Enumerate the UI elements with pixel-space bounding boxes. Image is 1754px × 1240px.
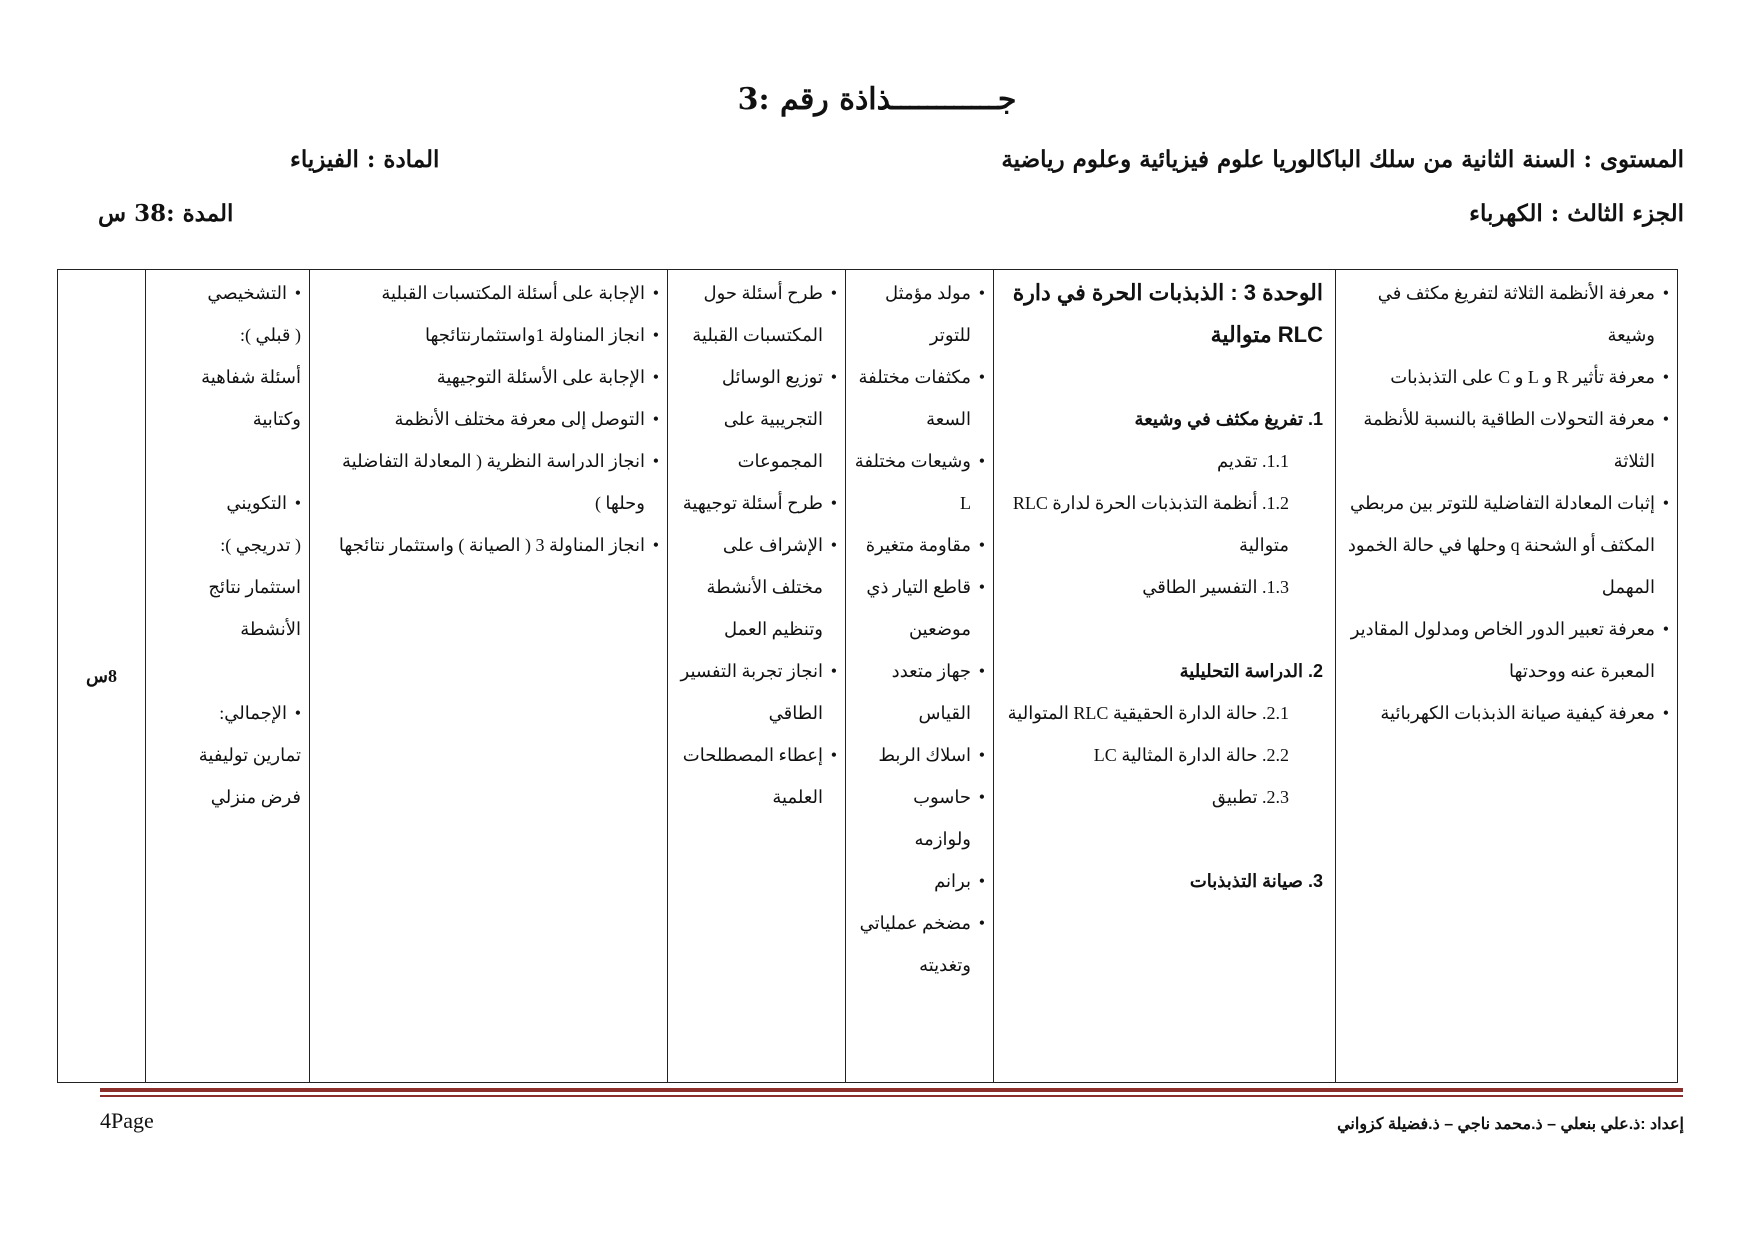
subsection: 2.1. حالة الدارة الحقيقية RLC المتوالية — [1007, 703, 1289, 723]
objective-item: • معرفة التحولات الطاقية بالنسبة للأنظمة الثلاثة — [1344, 398, 1669, 482]
tool-item: • مضخم عملياتي وتغديته — [854, 902, 985, 986]
session-duration: 8س — [58, 270, 146, 1083]
teacher-activity: • الإشراف على مختلف الأنشطة وتنظيم العمل — [676, 524, 837, 650]
eval-diagnostic-text: أسئلة شفاهية وكتابية — [201, 367, 301, 429]
subsection: 1.1. تقديم — [1216, 451, 1289, 471]
duration-label: المدة :38 س — [98, 200, 234, 227]
footer-rule — [100, 1088, 1683, 1092]
tool-item: • مقاومة متغيرة — [854, 524, 985, 566]
objective-item: • معرفة كيفية صيانة الذبذبات الكهربائية — [1344, 692, 1669, 734]
authors-credit: إعداد :ذ.علي بنعلي – ذ.محمد ناجي – ذ.فضيلة كزواني — [1337, 1116, 1684, 1133]
section-heading: 3. صيانة التذبذبات — [1189, 871, 1323, 891]
eval-summative-text1: تمارين توليفية — [198, 745, 301, 765]
subject-label: المادة : الفيزياء — [290, 146, 440, 173]
learner-activity: • الإجابة على أسئلة المكتسبات القبلية — [318, 272, 659, 314]
subsection: 2.2. حالة الدارة المثالية LC — [1093, 745, 1289, 765]
subsection: 1.2. أنظمة التذبذبات الحرة لدارة RLC متوالية — [1012, 493, 1289, 555]
learner-activity: • انجاز المناولة 1واستثمارنتائجها — [318, 314, 659, 356]
eval-diagnostic-type: ( قبلي ): — [240, 325, 301, 345]
eval-summative-label: • الإجمالي: — [154, 692, 301, 734]
tool-item: • مولد مؤمثل للتوتر — [854, 272, 985, 356]
learner-activity: • التوصل إلى معرفة مختلف الأنظمة — [318, 398, 659, 440]
teacher-activities-cell — [668, 270, 846, 1083]
page-number: 4Page — [100, 1108, 154, 1133]
eval-formative-type: ( تدريجي ): — [220, 535, 301, 555]
teacher-activity: • طرح أسئلة توجيهية — [676, 482, 837, 524]
level-label: المستوى : السنة الثانية من سلك الباكالوريا علوم فيزيائية وعلوم رياضية — [1001, 146, 1684, 173]
objectives-cell — [1336, 270, 1678, 1083]
eval-summative-text2: فرض منزلي — [210, 787, 301, 807]
tool-item: • وشيعات مختلفة L — [854, 440, 985, 524]
teacher-activity: • طرح أسئلة حول المكتسبات القبلية — [676, 272, 837, 356]
tool-item: • جهاز متعدد القياس — [854, 650, 985, 734]
tool-item: • قاطع التيار ذي موضعين — [854, 566, 985, 650]
eval-diagnostic-label: • التشخيصي — [154, 272, 301, 314]
tool-item: • اسلاك الربط — [854, 734, 985, 776]
learner-activity: • الإجابة على الأسئلة التوجيهية — [318, 356, 659, 398]
learner-activity: • انجاز الدراسة النظرية ( المعادلة التفاضلية وحلها ) — [318, 440, 659, 524]
learner-activity: • انجاز المناولة 3 ( الصيانة ) واستثمار نتائجها — [318, 524, 659, 566]
subsection: 1.3. التفسير الطاقي — [1142, 577, 1289, 597]
unit-title: الوحدة 3 : الذبذبات الحرة في دارة RLC متوالية — [1012, 280, 1323, 347]
footer-rule-thin — [100, 1095, 1683, 1097]
teacher-activity: • إعطاء المصطلحات العلمية — [676, 734, 837, 818]
teacher-activity: • انجاز تجربة التفسير الطاقي — [676, 650, 837, 734]
evaluation-cell — [146, 270, 310, 1083]
eval-formative-text: استثمار نتائج الأنشطة — [208, 577, 301, 639]
part-label: الجزء الثالث : الكهرباء — [1469, 200, 1684, 227]
subsection: 2.3. تطبيق — [1211, 787, 1289, 807]
tool-item: • حاسوب ولوازمه — [854, 776, 985, 860]
tool-item: • برانم — [854, 860, 985, 902]
document-title: جــــــــــــذاذة رقم :3 — [737, 82, 1017, 117]
tool-item: • مكثفات مختلفة السعة — [854, 356, 985, 440]
section-heading: 1. تفريغ مكثف في وشيعة — [1134, 409, 1323, 429]
eval-formative-label: • التكويني — [154, 482, 301, 524]
content-cell — [994, 270, 1336, 1083]
teacher-activity: • توزيع الوسائل التجريبية على المجموعات — [676, 356, 837, 482]
section-heading: 2. الدراسة التحليلية — [1179, 661, 1323, 681]
objective-item: • معرفة تعبير الدور الخاص ومدلول المقادير المعبرة عنه ووحدتها — [1344, 608, 1669, 692]
objective-item: • إثبات المعادلة التفاضلية للتوتر بين مربطي المكثف أو الشحنة q وحلها في حالة الخمود المهمل — [1344, 482, 1669, 608]
tools-cell — [846, 270, 994, 1083]
objective-item: • معرفة الأنظمة الثلاثة لتفريغ مكثف في وشيعة — [1344, 272, 1669, 356]
learner-activities-cell — [310, 270, 668, 1083]
lesson-plan-table — [57, 269, 1678, 1083]
objective-item: • معرفة تأثير R و L و C على التذبذبات — [1344, 356, 1669, 398]
